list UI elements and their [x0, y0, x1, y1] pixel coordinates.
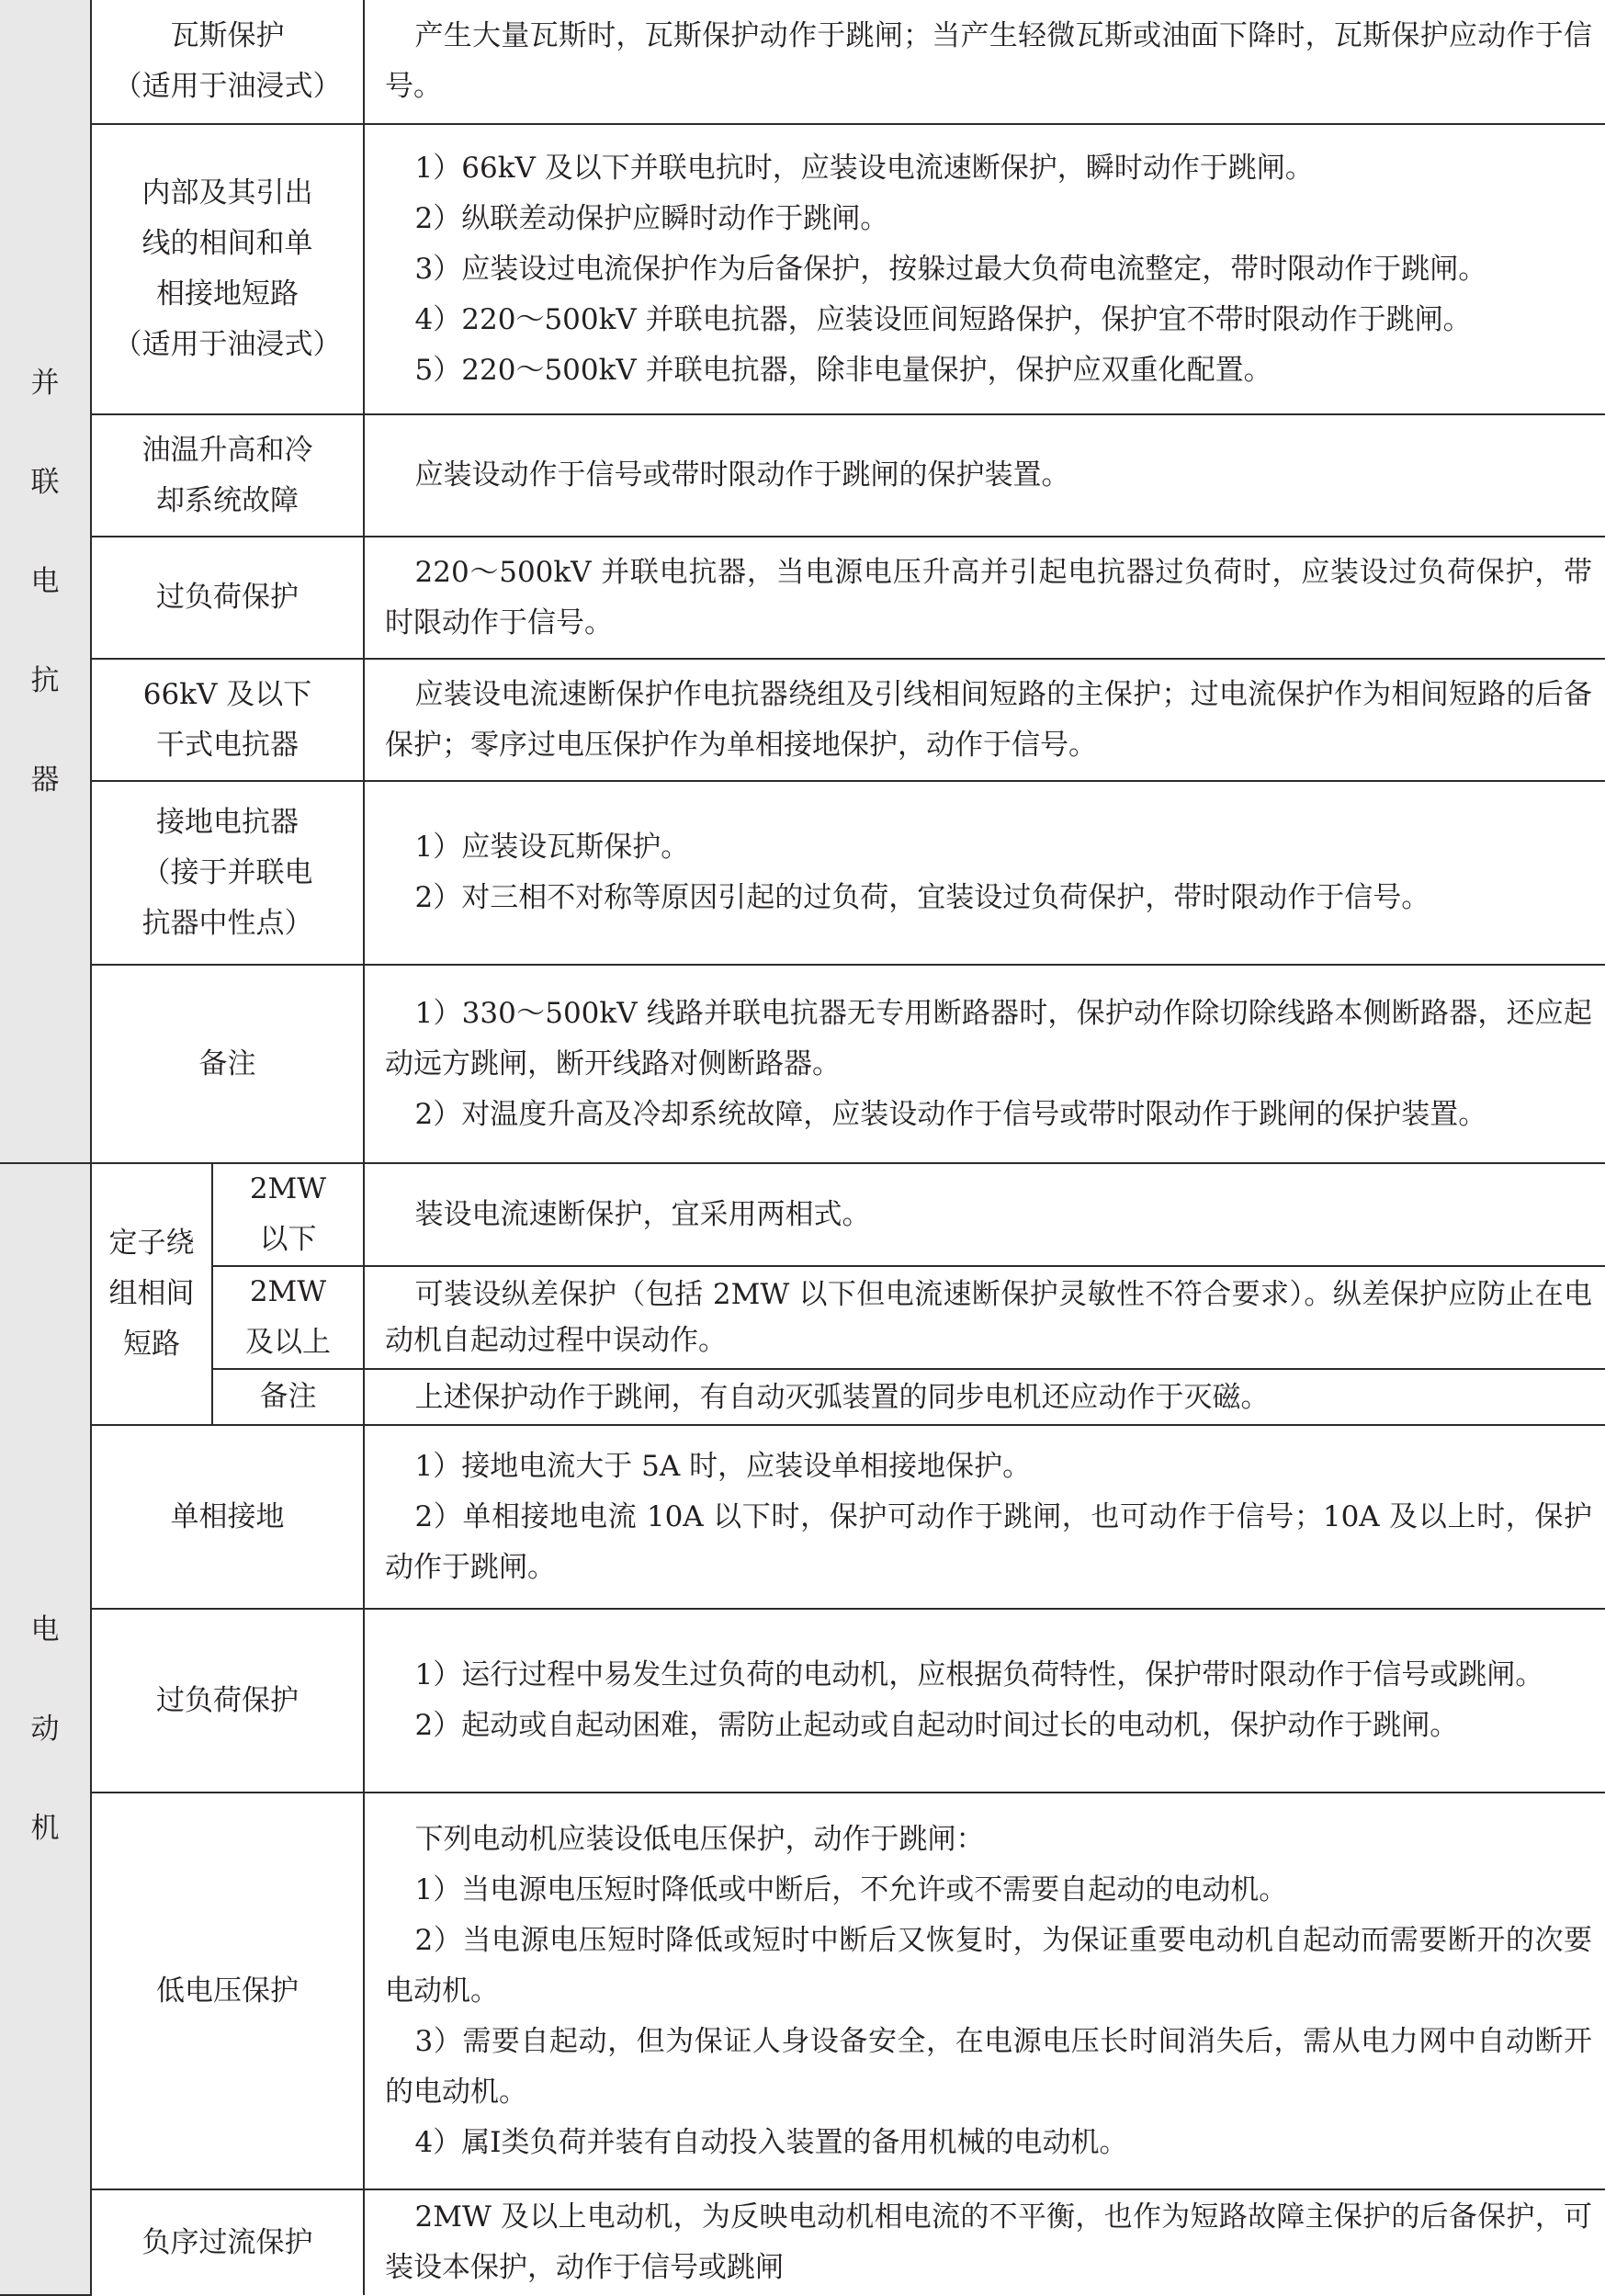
label-line: 相接地短路: [156, 277, 299, 311]
label-line: 过负荷保护: [156, 581, 299, 614]
content-cell: [364, 1266, 1605, 1369]
label-line: 组相间: [108, 1277, 195, 1310]
content-paragraph: 上述保护动作于跳闸，有自动灭弧装置的同步电机还应动作于灭磁。: [414, 1380, 1270, 1414]
content-cell: [364, 537, 1605, 659]
content-paragraph: 1）运行过程中易发生过负荷的电动机，应根据负荷特性，保护带时限动作于信号或跳闸。: [414, 1658, 1544, 1691]
content-cell: [364, 965, 1605, 1163]
content-paragraph: 下列电动机应装设低电压保护，动作于跳闸：: [414, 1822, 985, 1856]
table-row: [0, 2189, 1605, 2295]
content-paragraph: 4）属Ⅰ类负荷并装有自动投入装置的备用机械的电动机。: [414, 2125, 1128, 2159]
content-cell: [364, 781, 1605, 965]
label-line: 及以上: [245, 1326, 331, 1359]
content-cell: [364, 414, 1605, 537]
table-row: [0, 1793, 1605, 2189]
label-line: 2MW: [249, 1275, 327, 1308]
label-line: 低电压保护: [156, 1974, 299, 2008]
label-line: （适用于油浸式）: [113, 328, 342, 361]
category-char: 动: [30, 1713, 60, 1746]
table-row: [0, 537, 1605, 659]
content-paragraph: 3）需要自起动，但为保证人身设备安全，在电源电压长时间消失后，需从电力网中自动断开的电动机。: [385, 2024, 1592, 2109]
content-paragraph: 2）对三相不对称等原因引起的过负荷，宜装设过负荷保护，带时限动作于信号。: [414, 881, 1430, 914]
category-cell-reactor: [0, 0, 91, 1163]
table-row: [0, 0, 1605, 124]
label-line: 瓦斯保护: [170, 19, 285, 52]
content-paragraph: 装设电流速断保护，宜采用两相式。: [414, 1198, 871, 1231]
label-line: 2MW: [249, 1172, 327, 1205]
content-cell: [364, 1369, 1605, 1425]
content-paragraph: 2）当电源电压短时降低或短时中断后又恢复时，为保证重要电动机自起动而需要断开的次要电动机。: [385, 1923, 1592, 2008]
stator-sub-label-cell: [212, 1369, 364, 1425]
stator-sub-label-cell: [212, 1163, 364, 1266]
item-label-cell: [91, 414, 364, 537]
content-cell: [364, 659, 1605, 781]
label-line: 66kV 及以下: [142, 677, 312, 711]
item-label-cell: [91, 965, 364, 1163]
label-line: 以下: [259, 1223, 317, 1256]
label-line: 单相接地: [170, 1499, 285, 1533]
content-cell: [364, 2189, 1605, 2295]
label-line: 过负荷保护: [156, 1683, 299, 1717]
label-line: 内部及其引出: [141, 176, 313, 209]
label-line: 备注: [259, 1380, 317, 1413]
item-label-cell: [91, 0, 364, 124]
content-paragraph: 应装设动作于信号或带时限动作于跳闸的保护装置。: [414, 458, 1070, 492]
table-row: [0, 1266, 1605, 1369]
content-paragraph: 1）66kV 及以下并联电抗时，应装设电流速断保护，瞬时动作于跳闸。: [414, 151, 1314, 185]
content-paragraph: 应装设电流速断保护作电抗器绕组及引线相间短路的主保护；过电流保护作为相间短路的后备保护；零序过电压保护作为单相接地保护，动作于信号。: [385, 677, 1592, 762]
content-paragraph: 产生大量瓦斯时，瓦斯保护动作于跳闸；当产生轻微瓦斯或油面下降时，瓦斯保护应动作于信号。: [385, 19, 1592, 103]
category-char: 电: [30, 1613, 60, 1646]
content-paragraph: 1）330～500kV 线路并联电抗器无专用断路器时，保护动作除切除线路本侧断路器，还应起动远方跳闸，断开线路对侧断路器。: [385, 996, 1592, 1080]
table-row: [0, 1609, 1605, 1793]
table-row: [0, 1163, 1605, 1266]
table-row: [0, 414, 1605, 537]
label-line: 线的相间和单: [141, 227, 313, 260]
content-paragraph: 1）接地电流大于 5A 时，应装设单相接地保护。: [414, 1449, 1032, 1483]
stator-sub-label-cell: [212, 1266, 364, 1369]
item-label-cell: [91, 2189, 364, 2295]
label-line: 短路: [123, 1328, 180, 1361]
label-line: 干式电抗器: [156, 728, 299, 762]
content-cell: [364, 1425, 1605, 1609]
label-line: 备注: [198, 1046, 256, 1080]
content-paragraph: 2）单相接地电流 10A 以下时，保护可动作于跳闸，也可动作于信号；10A 及以上时，保护动作于跳闸。: [385, 1499, 1592, 1584]
category-char: 机: [30, 1812, 60, 1845]
category-char: 并: [30, 366, 60, 400]
item-label-cell: [91, 124, 364, 414]
table-row: [0, 659, 1605, 781]
content-cell: [364, 124, 1605, 414]
content-paragraph: 2MW 及以上电动机，为反映电动机相电流的不平衡，也作为短路故障主保护的后备保护，可装设本保护，动作于信号或跳闸: [385, 2200, 1592, 2284]
item-label-cell: [91, 1425, 364, 1609]
item-label-cell: [91, 537, 364, 659]
stator-label-cell: [91, 1163, 212, 1425]
category-char: 抗: [30, 663, 60, 697]
label-line: 接地电抗器: [156, 805, 299, 839]
table-row: [0, 124, 1605, 414]
item-label-cell: [91, 659, 364, 781]
label-line: 定子绕: [108, 1227, 195, 1260]
content-paragraph: 3）应装设过电流保护作为后备保护，按躲过最大负荷电流整定，带时限动作于跳闸。: [414, 252, 1487, 286]
content-paragraph: 2）纵联差动保护应瞬时动作于跳闸。: [414, 201, 889, 235]
content-cell: [364, 0, 1605, 124]
content-cell: [364, 1609, 1605, 1793]
label-line: （适用于油浸式）: [113, 70, 342, 103]
table-row: [0, 1425, 1605, 1609]
item-label-cell: [91, 781, 364, 965]
content-paragraph: 4）220～500kV 并联电抗器，应装设匝间短路保护，保护宜不带时限动作于跳闸。: [414, 302, 1472, 336]
label-line: 油温升高和冷: [141, 433, 313, 467]
category-label: [0, 1580, 90, 1878]
category-char: 电: [30, 564, 60, 598]
content-paragraph: 1）当电源电压短时降低或中断后，不允许或不需要自起动的电动机。: [414, 1872, 1288, 1906]
table-row: [0, 781, 1605, 965]
content-paragraph: 可装设纵差保护（包括 2MW 以下但电流速断保护灵敏性不符合要求）。纵差保护应防止在电动机自起动过程中误动作。: [385, 1278, 1592, 1357]
label-line: 抗器中性点）: [141, 906, 313, 940]
category-cell-motor: [0, 1163, 91, 2295]
content-paragraph: 220～500kV 并联电抗器，当电源电压升高并引起电抗器过负荷时，应装设过负荷保护，带时限动作于信号。: [385, 555, 1592, 639]
content-paragraph: 5）220～500kV 并联电抗器，除非电量保护，保护应双重化配置。: [414, 353, 1272, 387]
content-paragraph: 2）起动或自起动困难，需防止起动或自起动时间过长的电动机，保护动作于跳闸。: [414, 1709, 1459, 1742]
table-row: [0, 965, 1605, 1163]
label-line: （接于并联电: [141, 855, 313, 889]
category-label: [0, 334, 90, 830]
content-cell: [364, 1793, 1605, 2189]
content-paragraph: 2）对温度升高及冷却系统故障，应装设动作于信号或带时限动作于跳闸的保护装置。: [414, 1097, 1487, 1131]
label-line: 却系统故障: [156, 483, 299, 517]
category-char: 器: [30, 763, 60, 797]
table-row: [0, 1369, 1605, 1425]
category-char: 联: [30, 465, 60, 499]
content-cell: [364, 1163, 1605, 1266]
item-label-cell: [91, 1609, 364, 1793]
content-paragraph: 1）应装设瓦斯保护。: [414, 831, 690, 864]
label-line: 负序过流保护: [141, 2225, 313, 2259]
item-label-cell: [91, 1793, 364, 2189]
